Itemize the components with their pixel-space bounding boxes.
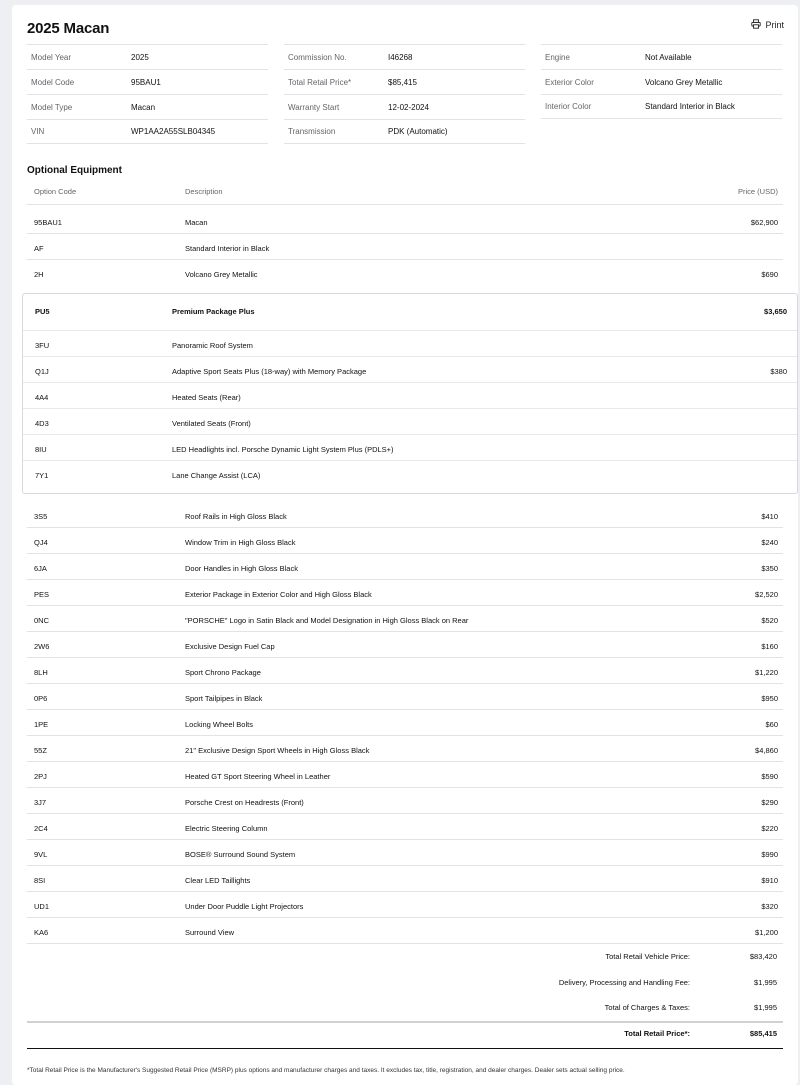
printer-icon xyxy=(751,19,761,31)
total-label: Total of Charges & Taxes: xyxy=(604,1003,690,1012)
grand-total-row xyxy=(26,1023,782,1048)
spec-label: Model Year xyxy=(31,52,72,62)
option-code: 2C4 xyxy=(34,824,48,833)
option-description: Sport Chrono Package xyxy=(185,668,261,677)
spec-value: PDK (Automatic) xyxy=(388,127,448,136)
spec-label: Warranty Start xyxy=(288,102,340,112)
spec-value: 95BAU1 xyxy=(131,77,161,87)
package-item-row xyxy=(23,357,797,383)
table-row xyxy=(27,554,783,580)
option-description: BOSE® Surround Sound System xyxy=(185,850,296,859)
option-description: 21" Exclusive Design Sport Wheels in High Gloss Black xyxy=(185,746,370,755)
package-item-row xyxy=(23,435,797,461)
option-description: Ventilated Seats (Front) xyxy=(172,419,251,428)
table-row xyxy=(27,234,783,260)
table-row xyxy=(27,684,783,710)
option-description: Roof Rails in High Gloss Black xyxy=(185,512,287,521)
table-row xyxy=(27,736,783,762)
spec-column-3 xyxy=(541,44,782,119)
spec-label: VIN xyxy=(31,127,45,136)
print-button[interactable] xyxy=(751,19,784,31)
option-code: 2PJ xyxy=(34,772,47,781)
option-code: 4A4 xyxy=(35,393,49,402)
total-label: Delivery, Processing and Handling Fee: xyxy=(558,978,690,987)
option-price: $160 xyxy=(761,642,778,651)
option-description: Lane Change Assist (LCA) xyxy=(172,471,261,480)
package-item-row xyxy=(23,383,797,409)
total-row xyxy=(26,946,782,971)
table-row xyxy=(27,840,783,866)
option-description: Sport Tailpipes in Black xyxy=(185,694,263,703)
option-price: $950 xyxy=(761,694,778,703)
table-row xyxy=(27,892,783,918)
spec-label: Model Type xyxy=(31,102,73,112)
option-description: LED Headlights incl. Porsche Dynamic Light System Plus (PDLS+) xyxy=(172,445,394,454)
option-price: $220 xyxy=(761,824,778,833)
option-code: 8LH xyxy=(34,668,48,677)
table-row xyxy=(27,606,783,632)
option-description: Heated GT Sport Steering Wheel in Leather xyxy=(185,772,331,781)
spec-value: I46268 xyxy=(388,52,413,62)
option-price: $910 xyxy=(761,876,778,885)
option-description: Porsche Crest on Headrests (Front) xyxy=(185,798,304,807)
total-value: $1,995 xyxy=(754,978,777,987)
column-header-price: Price (USD) xyxy=(737,187,778,196)
spec-row xyxy=(284,94,525,119)
column-header-code: Option Code xyxy=(34,187,77,196)
option-description: Exterior Package in Exterior Color and High Gloss Black xyxy=(185,590,372,599)
option-description: Standard Interior in Black xyxy=(185,244,270,253)
spec-row xyxy=(284,119,525,144)
option-price: $590 xyxy=(761,772,778,781)
package-price: $3,650 xyxy=(764,307,787,316)
spec-row xyxy=(284,44,525,69)
spec-label: Interior Color xyxy=(545,102,592,111)
spec-row xyxy=(284,69,525,94)
total-value: $83,420 xyxy=(749,952,777,961)
spec-value: $85,415 xyxy=(388,77,417,87)
option-code: PES xyxy=(34,590,50,599)
package-group xyxy=(22,293,798,494)
option-code: Q1J xyxy=(35,367,49,376)
option-description: Door Handles in High Gloss Black xyxy=(185,564,298,573)
total-row xyxy=(26,997,782,1022)
spec-label: Exterior Color xyxy=(545,77,594,87)
option-price: $990 xyxy=(761,850,778,859)
spec-label: Commission No. xyxy=(288,52,347,62)
footnote: *Total Retail Price is the Manufacturer's Suggested Retail Price (MSRP) plus options and manufacturer charges and taxes. It excludes tax, title, registration, and dealer charges. Dealer sets actual selling price. xyxy=(27,1067,625,1074)
spec-column-1 xyxy=(27,44,268,144)
window-sticker-card xyxy=(12,5,798,1085)
option-price: $410 xyxy=(761,512,778,521)
spec-value: Volcano Grey Metallic xyxy=(645,77,723,87)
spec-row xyxy=(27,119,268,144)
option-price: $350 xyxy=(761,564,778,573)
option-code: KA6 xyxy=(34,928,49,937)
spec-label: Engine xyxy=(545,52,570,62)
option-description: Surround View xyxy=(185,928,235,937)
option-description: Macan xyxy=(185,218,208,227)
option-code: 3FU xyxy=(35,341,50,350)
page-title: 2025 Macan xyxy=(27,20,110,37)
package-header-row xyxy=(23,294,797,331)
option-code: AF xyxy=(34,244,44,253)
package-code: PU5 xyxy=(35,307,50,316)
option-rows-top xyxy=(27,208,783,286)
option-price: $380 xyxy=(770,367,787,376)
total-value: $1,995 xyxy=(754,1003,777,1012)
spec-label: Total Retail Price* xyxy=(288,77,352,87)
print-label: Print xyxy=(765,20,784,30)
spec-column-2 xyxy=(284,44,525,144)
grand-total-label: Total Retail Price*: xyxy=(624,1029,690,1038)
option-code: 0NC xyxy=(34,616,50,625)
package-item-row xyxy=(23,461,797,487)
option-price: $1,200 xyxy=(755,928,778,937)
table-row xyxy=(27,260,783,286)
column-header-description: Description xyxy=(185,187,223,196)
option-code: 3S5 xyxy=(34,512,48,521)
option-description: Electric Steering Column xyxy=(185,824,268,833)
option-code: UD1 xyxy=(34,902,50,911)
option-code: 3J7 xyxy=(34,798,47,807)
option-price: $290 xyxy=(761,798,778,807)
table-row xyxy=(27,632,783,658)
spec-value: WP1AA2A55SLB04345 xyxy=(131,127,216,136)
table-row xyxy=(27,814,783,840)
spec-value: Not Available xyxy=(645,52,692,62)
option-code: 95BAU1 xyxy=(34,218,62,227)
option-code: 4D3 xyxy=(35,419,49,428)
table-row xyxy=(27,502,783,528)
option-code: 8IU xyxy=(35,445,47,454)
spec-label: Transmission xyxy=(288,127,336,136)
package-description: Premium Package Plus xyxy=(172,307,255,316)
table-row xyxy=(27,658,783,684)
option-code: 1PE xyxy=(34,720,49,729)
option-description: Heated Seats (Rear) xyxy=(172,393,241,402)
table-row xyxy=(27,866,783,892)
spec-value: 2025 xyxy=(131,52,149,62)
grand-total-value: $85,415 xyxy=(749,1029,777,1038)
option-price: $520 xyxy=(761,616,778,625)
total-label: Total Retail Vehicle Price: xyxy=(605,952,690,961)
option-price: $60 xyxy=(765,720,778,729)
option-description: Exclusive Design Fuel Cap xyxy=(185,642,275,651)
option-code: 7Y1 xyxy=(35,471,49,480)
spec-value: Macan xyxy=(131,102,156,112)
option-code: 2W6 xyxy=(34,642,50,651)
option-price: $2,520 xyxy=(755,590,778,599)
option-description: "PORSCHE" Logo in Satin Black and Model Designation in High Gloss Black on Rear xyxy=(185,616,469,625)
option-price: $690 xyxy=(761,270,778,279)
option-description: Volcano Grey Metallic xyxy=(185,270,258,279)
option-description: Under Door Puddle Light Projectors xyxy=(185,902,304,911)
option-description: Window Trim in High Gloss Black xyxy=(185,538,296,547)
option-price: $4,860 xyxy=(755,746,778,755)
package-item-row xyxy=(23,331,797,357)
option-price: $240 xyxy=(761,538,778,547)
option-code: 6JA xyxy=(34,564,47,573)
table-row xyxy=(27,762,783,788)
table-row xyxy=(27,710,783,736)
spec-row xyxy=(27,94,268,119)
spec-value: Standard Interior in Black xyxy=(645,102,735,111)
option-price: $62,900 xyxy=(750,218,778,227)
option-price: $1,220 xyxy=(755,668,778,677)
table-row xyxy=(27,528,783,554)
total-row xyxy=(26,972,782,997)
table-header xyxy=(27,183,783,205)
option-description: Locking Wheel Bolts xyxy=(185,720,253,729)
option-code: 2H xyxy=(34,270,44,279)
package-item-row xyxy=(23,409,797,435)
spec-row xyxy=(541,69,782,94)
table-row xyxy=(27,918,783,944)
option-description: Panoramic Roof System xyxy=(172,341,253,350)
divider xyxy=(27,1048,783,1049)
table-row xyxy=(27,788,783,814)
table-row xyxy=(27,208,783,234)
spec-row xyxy=(27,69,268,94)
option-code: 8SI xyxy=(34,876,46,885)
spec-row xyxy=(27,44,268,69)
spec-value: 12-02-2024 xyxy=(388,102,429,112)
option-price: $320 xyxy=(761,902,778,911)
option-code: 0P6 xyxy=(34,694,48,703)
option-rows-bottom xyxy=(27,502,783,944)
option-code: QJ4 xyxy=(34,538,48,547)
option-code: 55Z xyxy=(34,746,47,755)
table-row xyxy=(27,580,783,606)
spec-row xyxy=(541,94,782,119)
optional-equipment-heading: Optional Equipment xyxy=(27,165,122,176)
option-description: Adaptive Sport Seats Plus (18-way) with Memory Package xyxy=(172,367,367,376)
spec-row xyxy=(541,44,782,69)
option-code: 9VL xyxy=(34,850,48,859)
spec-label: Model Code xyxy=(31,77,75,87)
option-description: Clear LED Taillights xyxy=(185,876,251,885)
